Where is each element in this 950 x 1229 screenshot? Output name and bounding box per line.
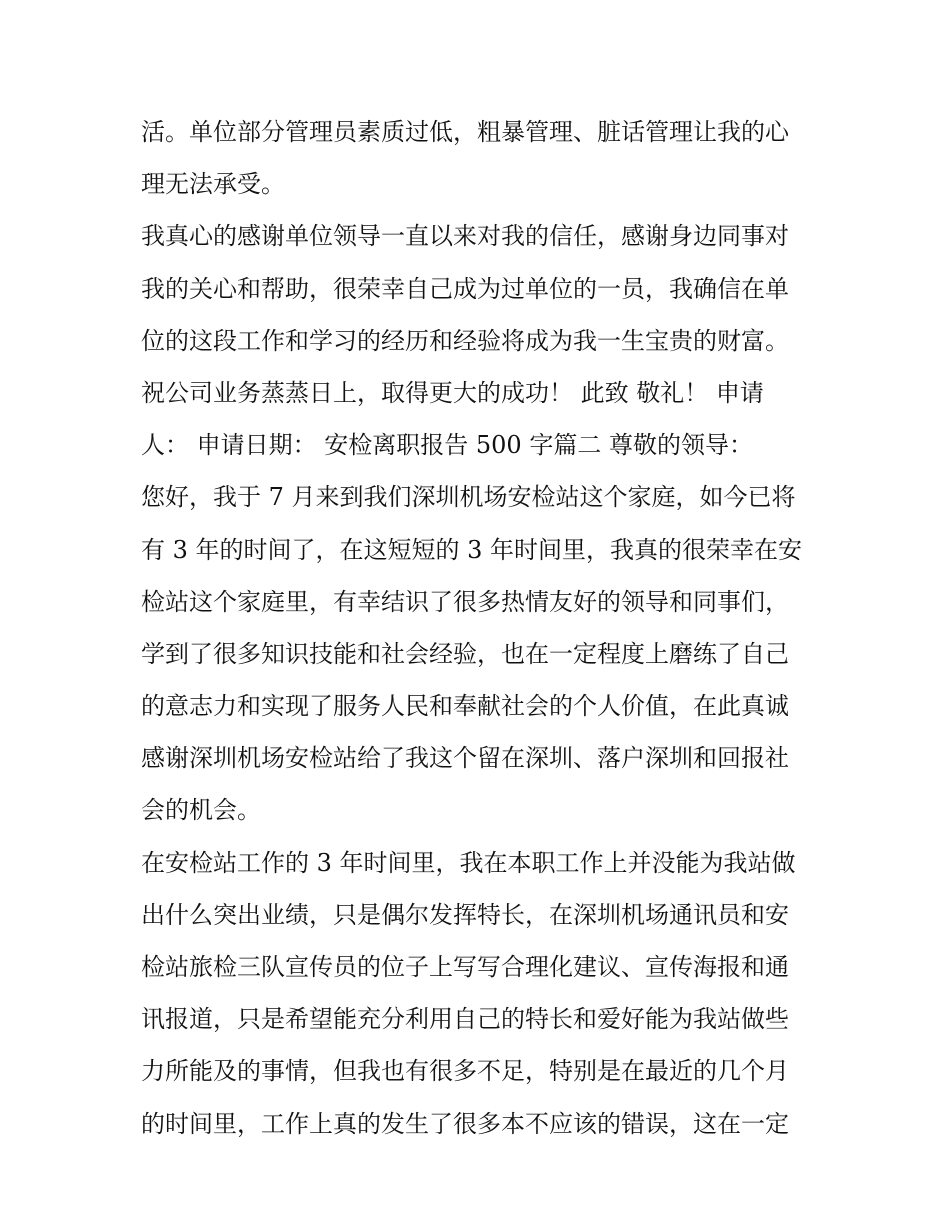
text-line: 祝公司业务蒸蒸日上，取得更大的成功！ 此致 敬礼！ 申请 [141, 378, 764, 407]
text-line: 有 3 年的时间了，在这短短的 3 年时间里，我真的很荣幸在安 [141, 535, 803, 564]
text-line: 在安检站工作的 3 年时间里，我在本职工作上并没能为我站做 [141, 848, 796, 877]
text-line: 位的这段工作和学习的经历和经验将成为我一生宝贵的财富。 [141, 326, 789, 355]
text-line: 出什么突出业绩，只是偶尔发挥特长，在深圳机场通讯员和安 [141, 900, 789, 929]
text-line: 理无法承受。 [141, 170, 285, 199]
text-line: 会的机会。 [141, 796, 261, 825]
text-line: 的时间里，工作上真的发生了很多本不应该的错误，这在一定 [141, 1109, 789, 1138]
text-line: 力所能及的事情，但我也有很多不足，特别是在最近的几个月 [141, 1057, 789, 1086]
document-body [141, 106, 821, 1150]
text-line: 检站这个家庭里，有幸结识了很多热情友好的领导和同事们， [141, 587, 789, 616]
text-line: 我真心的感谢单位领导一直以来对我的信任，感谢身边同事对 [141, 222, 789, 251]
text-line: 的意志力和实现了服务人民和奉献社会的个人价值，在此真诚 [141, 692, 789, 721]
text-line: 讯报道，只是希望能充分利用自己的特长和爱好能为我站做些 [141, 1005, 789, 1034]
text-line: 人： 申请日期： 安检离职报告 500 字篇二 尊敬的领导： [141, 431, 753, 460]
text-line: 检站旅检三队宣传员的位子上写写合理化建议、宣传海报和通 [141, 953, 789, 981]
text-line: 活。单位部分管理员素质过低，粗暴管理、脏话管理让我的心 [141, 118, 789, 146]
text-line: 您好，我于 7 月来到我们深圳机场安检站这个家庭，如今已将 [141, 483, 796, 512]
text-line: 学到了很多知识技能和社会经验，也在一定程度上磨练了自己 [141, 639, 789, 668]
text-line: 感谢深圳机场安检站给了我这个留在深圳、落户深圳和回报社 [141, 744, 789, 773]
text-line: 我的关心和帮助，很荣幸自己成为过单位的一员，我确信在单 [141, 274, 789, 303]
